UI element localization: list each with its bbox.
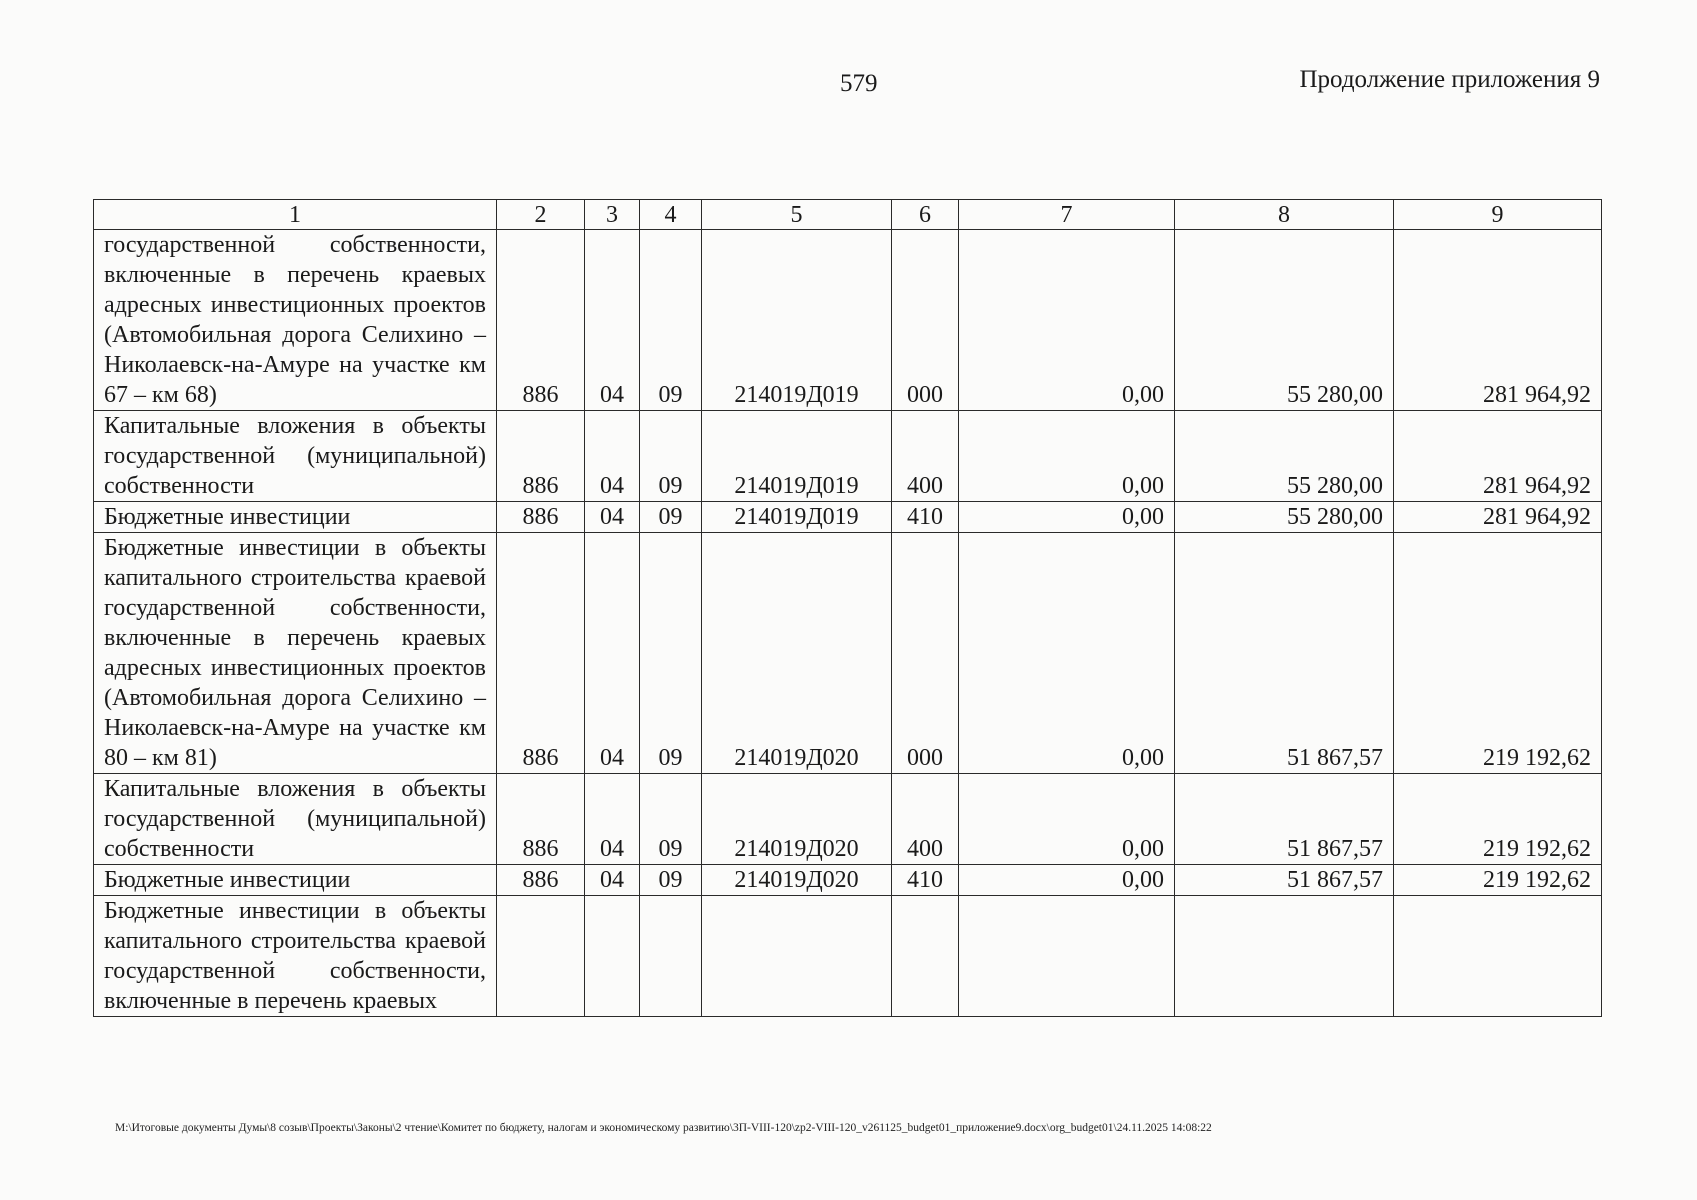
cell-ministry: 886	[497, 774, 585, 865]
cell-target-article: 214019Д020	[702, 865, 892, 896]
cell-subsection: 09	[640, 774, 702, 865]
cell-amount-8	[1175, 896, 1394, 1017]
column-header: 6	[892, 200, 959, 230]
cell-expense-type: 000	[892, 230, 959, 411]
cell-target-article: 214019Д019	[702, 230, 892, 411]
table-row	[94, 774, 1602, 865]
page-number: 579	[840, 70, 878, 97]
cell-amount-9: 219 192,62	[1394, 533, 1602, 774]
cell-amount-7: 0,00	[959, 865, 1175, 896]
cell-amount-9	[1394, 896, 1602, 1017]
cell-target-article: 214019Д020	[702, 774, 892, 865]
cell-section: 04	[585, 533, 640, 774]
cell-section: 04	[585, 230, 640, 411]
cell-amount-8: 51 867,57	[1175, 774, 1394, 865]
cell-amount-7	[959, 896, 1175, 1017]
cell-subsection	[640, 896, 702, 1017]
cell-ministry: 886	[497, 230, 585, 411]
header-row	[94, 200, 1602, 230]
cell-amount-8: 51 867,57	[1175, 533, 1394, 774]
cell-expense-type: 400	[892, 774, 959, 865]
table-row	[94, 865, 1602, 896]
cell-expense-type: 410	[892, 502, 959, 533]
cell-section: 04	[585, 865, 640, 896]
row-name: Капитальные вложения в объекты государственной (муниципальной) собственности	[94, 774, 497, 865]
cell-amount-8: 51 867,57	[1175, 865, 1394, 896]
row-name: Капитальные вложения в объекты государственной (муниципальной) собственности	[94, 411, 497, 502]
cell-ministry: 886	[497, 865, 585, 896]
cell-subsection: 09	[640, 230, 702, 411]
row-name: Бюджетные инвестиции в объекты капитального строительства краевой государственной собственности, включенные в перечень краевых	[94, 896, 497, 1017]
cell-amount-7: 0,00	[959, 774, 1175, 865]
cell-expense-type	[892, 896, 959, 1017]
cell-ministry: 886	[497, 533, 585, 774]
column-header: 2	[497, 200, 585, 230]
table-row	[94, 896, 1602, 1017]
cell-expense-type: 400	[892, 411, 959, 502]
cell-target-article	[702, 896, 892, 1017]
column-header: 7	[959, 200, 1175, 230]
column-header: 3	[585, 200, 640, 230]
column-header: 4	[640, 200, 702, 230]
document-path-footer: M:\Итоговые документы Думы\8 созыв\Проекты\Законы\2 чтение\Комитет по бюджету, налогам и экономическому развитию\3П-VIII-120\zp2-VIII-120_v261125_budget01_приложение9.docx\org_budget01\24.11.2025 14:08:22	[115, 1122, 1212, 1134]
column-header: 5	[702, 200, 892, 230]
cell-subsection: 09	[640, 533, 702, 774]
cell-amount-8: 55 280,00	[1175, 502, 1394, 533]
cell-amount-9: 281 964,92	[1394, 230, 1602, 411]
cell-amount-8: 55 280,00	[1175, 411, 1394, 502]
table-row	[94, 533, 1602, 774]
cell-target-article: 214019Д019	[702, 411, 892, 502]
cell-section: 04	[585, 774, 640, 865]
cell-target-article: 214019Д020	[702, 533, 892, 774]
table-row	[94, 502, 1602, 533]
cell-expense-type: 000	[892, 533, 959, 774]
cell-target-article: 214019Д019	[702, 502, 892, 533]
column-header: 8	[1175, 200, 1394, 230]
column-header: 1	[94, 200, 497, 230]
cell-subsection: 09	[640, 411, 702, 502]
cell-ministry	[497, 896, 585, 1017]
column-header: 9	[1394, 200, 1602, 230]
cell-amount-9: 219 192,62	[1394, 774, 1602, 865]
cell-amount-9: 281 964,92	[1394, 411, 1602, 502]
cell-subsection: 09	[640, 502, 702, 533]
cell-expense-type: 410	[892, 865, 959, 896]
cell-amount-8: 55 280,00	[1175, 230, 1394, 411]
row-name: Бюджетные инвестиции	[94, 865, 497, 896]
row-name: Бюджетные инвестиции	[94, 502, 497, 533]
row-name: государственной собственности, включенные в перечень краевых адресных инвестиционных проектов (Автомобильная дорога Селихино – Николаевск-на-Амуре на участке км 67 – км 68)	[94, 230, 497, 411]
cell-section	[585, 896, 640, 1017]
cell-amount-7: 0,00	[959, 230, 1175, 411]
cell-amount-7: 0,00	[959, 411, 1175, 502]
table-row	[94, 230, 1602, 411]
budget-table	[93, 199, 1602, 1017]
cell-amount-9: 281 964,92	[1394, 502, 1602, 533]
cell-amount-7: 0,00	[959, 533, 1175, 774]
cell-section: 04	[585, 502, 640, 533]
cell-ministry: 886	[497, 411, 585, 502]
cell-amount-7: 0,00	[959, 502, 1175, 533]
cell-subsection: 09	[640, 865, 702, 896]
cell-section: 04	[585, 411, 640, 502]
table-row	[94, 411, 1602, 502]
cell-amount-9: 219 192,62	[1394, 865, 1602, 896]
row-name: Бюджетные инвестиции в объекты капитального строительства краевой государственной собственности, включенные в перечень краевых адресных инвестиционных проектов (Автомобильная дорога Селихино – Николаевск-на-Амуре на участке км 80 – км 81)	[94, 533, 497, 774]
continuation-label: Продолжение приложения 9	[1299, 66, 1600, 93]
cell-ministry: 886	[497, 502, 585, 533]
